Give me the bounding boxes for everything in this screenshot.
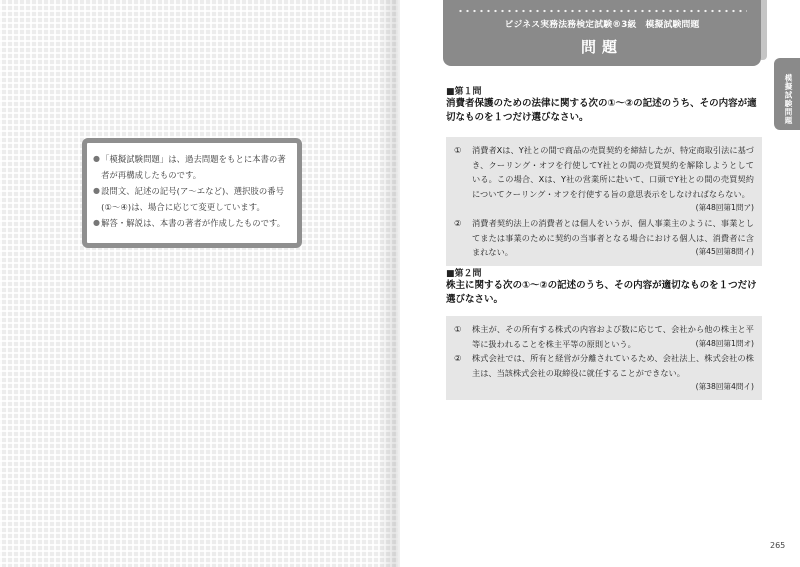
note-text: 「模擬試験問題」は、過去問題をもとに本書の著者が再構成したものです。: [101, 154, 286, 180]
question-2-stem: 株主に関する次の①～②の記述のうち、その内容が適切なものを１つだけ選びなさい。: [446, 280, 757, 305]
question-1-heading: ■第１問: [446, 87, 482, 97]
side-tab-label: 模擬試験問題 問題: [784, 74, 793, 151]
note-item: [93, 151, 291, 183]
option-item: [454, 322, 754, 351]
option-text: [472, 143, 754, 216]
right-page: [400, 0, 800, 567]
option-body: 株主が、その所有する株式の内容および数に応じて、会社から他の株主と平等に扱われることを株主平等の原則という。: [472, 324, 754, 349]
left-page: [0, 0, 398, 567]
option-text: [472, 322, 754, 351]
option-number: ②: [454, 353, 462, 364]
page-title: 問題: [580, 38, 623, 56]
option-text: [472, 351, 754, 380]
question-1-options: [446, 137, 762, 266]
option-body: 消費者Xは、Y社との間で商品の売買契約を締結したが、特定商取引法に基づき、クーリング・オフを行使してY社との間の売買契約を解除しようとしている。この場合、Xは、Y社の営業所に赴いて、口頭でY社との間の売買契約についてクーリング・オフを行使する旨の意思表示をしなければならない。: [472, 145, 754, 199]
gutter-shadow: [378, 0, 402, 567]
bullet-icon: ●: [93, 154, 101, 163]
option-item: [454, 351, 754, 380]
page-number: 265: [770, 541, 786, 550]
option-body: 株式会社では、所有と経営が分離されているため、会社法上、株式会社の株主は、当該株式会社の取締役に就任することができない。: [472, 353, 754, 378]
option-number: ②: [454, 217, 462, 228]
source-reference: (第45回第8問イ): [695, 247, 754, 257]
option-item: [454, 143, 754, 216]
dotted-line-decoration: [457, 9, 747, 13]
note-text: 解答・解説は、本書の著者が作成したものです。: [101, 218, 286, 228]
option-number: ①: [454, 145, 462, 155]
note-item: [93, 215, 291, 231]
question-1-stem: 消費者保護のための法律に関する次の①～②の記述のうち、その内容が適切なものを１つだけ選びなさい。: [446, 98, 757, 123]
question-2-heading: ■第２問: [446, 269, 482, 279]
option-body: 消費者契約法上の消費者とは個人をいうが、個人事業主のように、事業としてまたは事業のために契約の当事者となる場合における個人は、消費者に含まれない。: [472, 217, 754, 258]
option-number: ①: [454, 324, 462, 334]
option-text: [472, 216, 754, 260]
banner-subtitle: ビジネス実務法務検定試験®3級 模擬試験問題: [504, 20, 700, 30]
source-reference: (第48回第1問ア): [695, 203, 754, 213]
note-text: 設問文、記述の記号(ア～エなど)、選択肢の番号(①～④)は、場合に応じて変更しています。: [101, 186, 285, 212]
note-box: [82, 138, 302, 248]
bullet-icon: ●: [93, 186, 101, 195]
bullet-icon: ●: [93, 218, 101, 227]
title-banner: [443, 0, 761, 66]
source-reference: (第38回第4問イ): [695, 382, 754, 392]
option-item: [454, 216, 754, 260]
question-2-options: [446, 316, 762, 400]
source-reference: (第48回第1問オ): [695, 338, 754, 348]
note-item: [93, 183, 291, 215]
